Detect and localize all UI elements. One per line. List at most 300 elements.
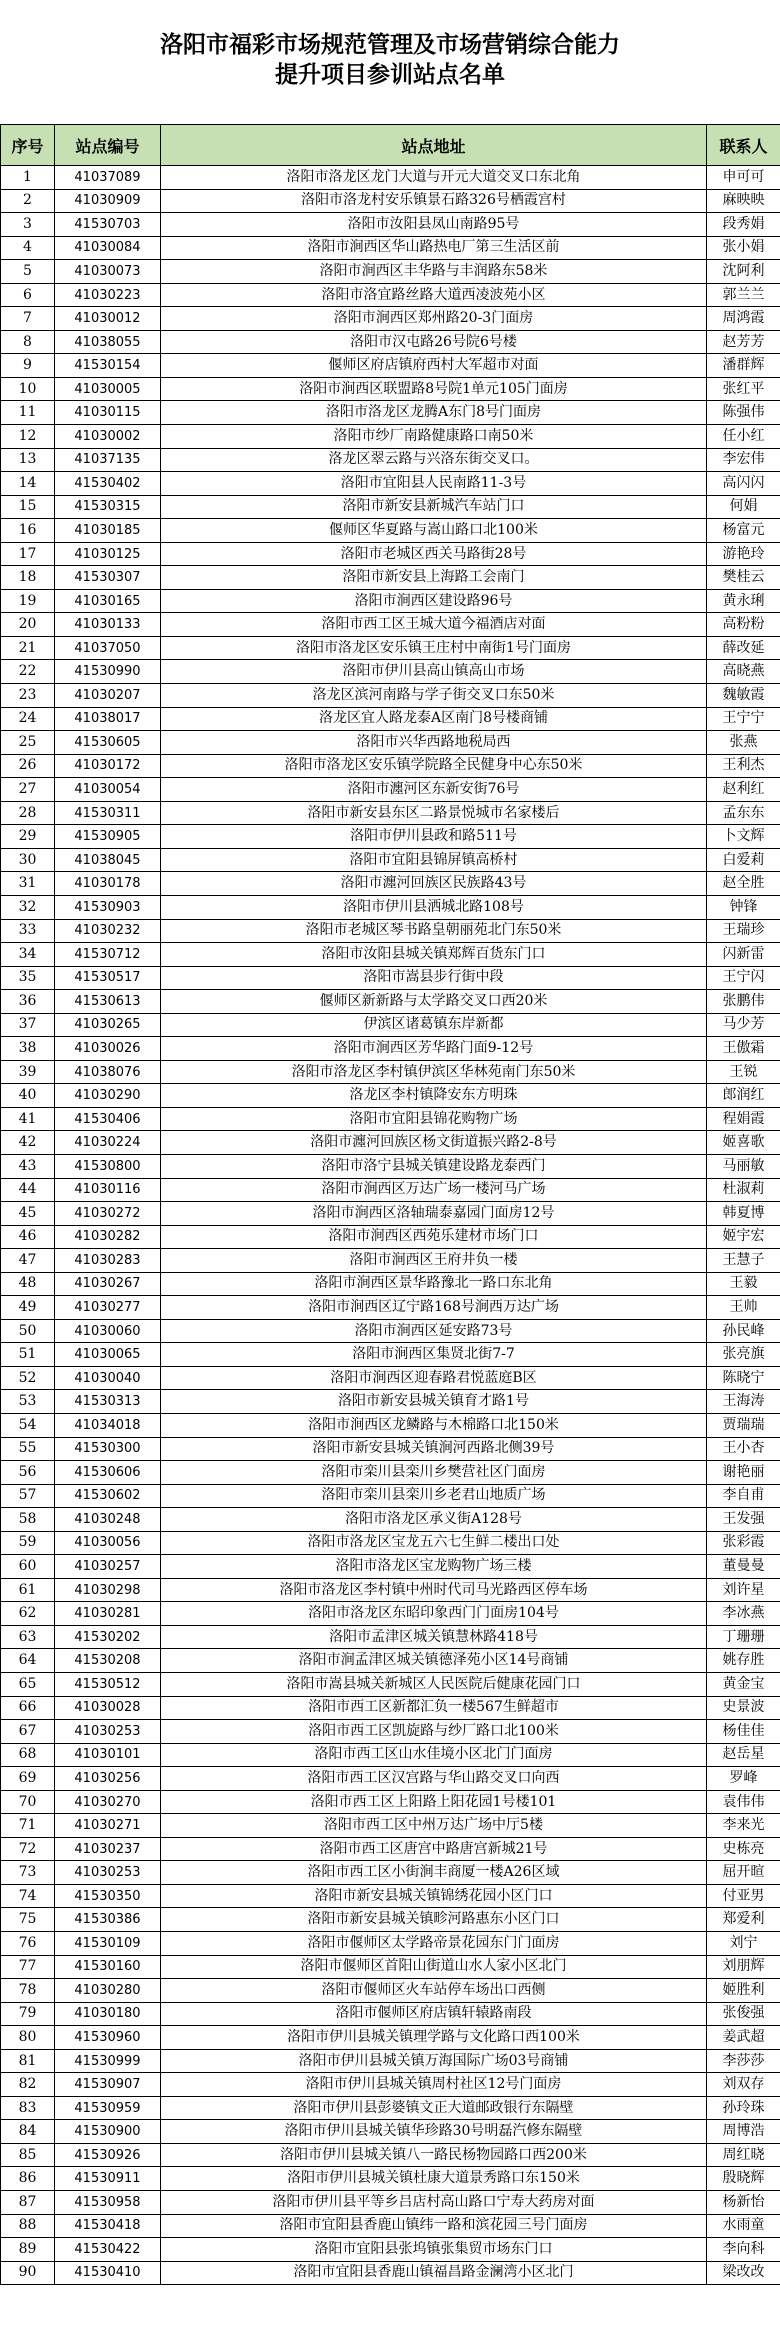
- station-code: 41530313: [55, 1390, 161, 1414]
- station-address: 洛阳市涧西区西苑乐建材市场门口: [161, 1225, 707, 1249]
- table-row: [1, 990, 780, 1014]
- contact-name: 贾瑞瑞: [707, 1413, 780, 1437]
- station-code: 41030207: [55, 684, 161, 708]
- table-row: [1, 401, 780, 425]
- row-number: 15: [1, 495, 55, 519]
- station-code: 41530907: [55, 2073, 161, 2097]
- station-code: 41030270: [55, 1790, 161, 1814]
- station-code: 41030172: [55, 754, 161, 778]
- table-row: [1, 377, 780, 401]
- row-number: 28: [1, 801, 55, 825]
- table-row: [1, 1013, 780, 1037]
- station-code: 41530800: [55, 1154, 161, 1178]
- station-address: 洛阳市兴华西路地税局西: [161, 731, 707, 755]
- station-code: 41530958: [55, 2191, 161, 2215]
- station-address: 洛阳市西工区小街涧丰商厦一楼A26区域: [161, 1861, 707, 1885]
- table-row: [1, 1673, 780, 1697]
- table-row: [1, 1696, 780, 1720]
- station-address: 洛阳市洛龙区李村镇中州时代司马光路西区停车场: [161, 1578, 707, 1602]
- table-row: [1, 1602, 780, 1626]
- table-row: [1, 166, 780, 190]
- row-number: 77: [1, 1955, 55, 1979]
- row-number: 82: [1, 2073, 55, 2097]
- station-address: 洛阳市宜阳县香鹿山镇福昌路金澜湾小区北门: [161, 2261, 707, 2285]
- row-number: 52: [1, 1366, 55, 1390]
- row-number: 84: [1, 2120, 55, 2144]
- table-row: [1, 1743, 780, 1767]
- station-address: 洛阳市西工区凯旋路与纱厂路口北100米: [161, 1720, 707, 1744]
- contact-name: 段秀娟: [707, 213, 780, 237]
- station-code: 41530606: [55, 1461, 161, 1485]
- contact-name: 薛改延: [707, 636, 780, 660]
- station-address: 洛阳市偃师区首阳山街道山水人家小区北门: [161, 1955, 707, 1979]
- row-number: 40: [1, 1084, 55, 1108]
- table-row: [1, 943, 780, 967]
- contact-name: 袁伟伟: [707, 1790, 780, 1814]
- row-number: 24: [1, 707, 55, 731]
- contact-name: 马少芳: [707, 1013, 780, 1037]
- table-row: [1, 801, 780, 825]
- table-row: [1, 1084, 780, 1108]
- station-code: 41038076: [55, 1060, 161, 1084]
- row-number: 80: [1, 2026, 55, 2050]
- station-address: 洛阳市涧西区迎春路君悦蓝庭B区: [161, 1366, 707, 1390]
- table-row: [1, 2143, 780, 2167]
- station-code: 41530109: [55, 1932, 161, 1956]
- row-number: 31: [1, 872, 55, 896]
- contact-name: 王瑞珍: [707, 919, 780, 943]
- station-address: 洛阳市宜阳县香鹿山镇纬一路和滨花园三号门面房: [161, 2214, 707, 2238]
- contact-name: 游艳玲: [707, 542, 780, 566]
- contact-name: 杨新怡: [707, 2191, 780, 2215]
- table-row: [1, 1225, 780, 1249]
- station-code: 41030224: [55, 1131, 161, 1155]
- station-code: 41030180: [55, 2002, 161, 2026]
- table-row: [1, 1437, 780, 1461]
- station-address: 洛阳市西工区汉宫路与华山路交叉口向西: [161, 1767, 707, 1791]
- station-address: 洛阳市嵩县城关新城区人民医院后健康花园门口: [161, 1673, 707, 1697]
- station-address: 洛阳市嵩县步行街中段: [161, 966, 707, 990]
- station-address: 偃师区府店镇府西村大军超市对面: [161, 354, 707, 378]
- contact-name: 任小红: [707, 425, 780, 449]
- station-code: 41030281: [55, 1602, 161, 1626]
- row-number: 47: [1, 1249, 55, 1273]
- row-number: 30: [1, 848, 55, 872]
- contact-name: 周博浩: [707, 2120, 780, 2144]
- table-row: [1, 684, 780, 708]
- table-row: [1, 1202, 780, 1226]
- row-number: 83: [1, 2096, 55, 2120]
- table-row: [1, 2096, 780, 2120]
- station-address: 洛阳市纱厂南路健康路口南50米: [161, 425, 707, 449]
- row-number: 1: [1, 166, 55, 190]
- station-address: 洛阳市宜阳县锦花购物广场: [161, 1107, 707, 1131]
- station-address: 洛阳市涧西区芳华路门面9-12号: [161, 1037, 707, 1061]
- contact-name: 刘双存: [707, 2073, 780, 2097]
- header-code: 站点编号: [55, 125, 161, 166]
- station-address: 洛阳市瀍河回族区民族路43号: [161, 872, 707, 896]
- table-row: [1, 1508, 780, 1532]
- row-number: 74: [1, 1884, 55, 1908]
- contact-name: 水雨童: [707, 2214, 780, 2238]
- row-number: 50: [1, 1319, 55, 1343]
- contact-name: 李莎莎: [707, 2049, 780, 2073]
- station-address: 洛阳市栾川县栾川乡樊营社区门面房: [161, 1461, 707, 1485]
- table-row: [1, 1107, 780, 1131]
- station-code: 41038045: [55, 848, 161, 872]
- table-row: [1, 1272, 780, 1296]
- station-code: 41030290: [55, 1084, 161, 1108]
- station-address: 洛阳市西工区山水佳境小区北门门面房: [161, 1743, 707, 1767]
- row-number: 23: [1, 684, 55, 708]
- station-code: 41530911: [55, 2167, 161, 2191]
- table-row: [1, 1908, 780, 1932]
- row-number: 58: [1, 1508, 55, 1532]
- row-number: 75: [1, 1908, 55, 1932]
- table-row: [1, 189, 780, 213]
- station-code: 41030277: [55, 1296, 161, 1320]
- table-row: [1, 542, 780, 566]
- station-address: 洛阳市洛龙村安乐镇景石路326号栖霞宫村: [161, 189, 707, 213]
- row-number: 6: [1, 283, 55, 307]
- station-code: 41030116: [55, 1178, 161, 1202]
- row-number: 9: [1, 354, 55, 378]
- station-code: 41530386: [55, 1908, 161, 1932]
- row-number: 22: [1, 660, 55, 684]
- row-number: 44: [1, 1178, 55, 1202]
- table-row: [1, 1767, 780, 1791]
- contact-name: 赵利红: [707, 778, 780, 802]
- table-row: [1, 1461, 780, 1485]
- station-code: 41030909: [55, 189, 161, 213]
- table-row: [1, 1861, 780, 1885]
- station-address: 洛阳市涧西区丰华路与丰润路东58米: [161, 260, 707, 284]
- table-row: [1, 1720, 780, 1744]
- station-code: 41030253: [55, 1861, 161, 1885]
- contact-name: 程娟霞: [707, 1107, 780, 1131]
- table-row: [1, 778, 780, 802]
- table-header-row: [1, 125, 780, 166]
- contact-name: 孟东东: [707, 801, 780, 825]
- contact-name: 孙玲珠: [707, 2096, 780, 2120]
- station-address: 洛阳市洛龙区承义街A128号: [161, 1508, 707, 1532]
- table-row: [1, 566, 780, 590]
- station-code: 41030056: [55, 1531, 161, 1555]
- row-number: 85: [1, 2143, 55, 2167]
- station-address: 洛阳市汉屯路26号院6号楼: [161, 330, 707, 354]
- station-address: 洛阳市洛宁县城关镇建设路龙泰西门: [161, 1154, 707, 1178]
- row-number: 16: [1, 519, 55, 543]
- table-row: [1, 307, 780, 331]
- row-number: 4: [1, 236, 55, 260]
- station-code: 41530154: [55, 354, 161, 378]
- row-number: 55: [1, 1437, 55, 1461]
- table-row: [1, 472, 780, 496]
- station-code: 41030232: [55, 919, 161, 943]
- contact-name: 李自甫: [707, 1484, 780, 1508]
- station-address: 洛阳市伊川县城关镇周村社区12号门面房: [161, 2073, 707, 2097]
- contact-name: 王利杰: [707, 754, 780, 778]
- row-number: 8: [1, 330, 55, 354]
- row-number: 27: [1, 778, 55, 802]
- station-address: 洛龙区宜人路龙泰A区南门8号楼商铺: [161, 707, 707, 731]
- contact-name: 王慧子: [707, 1249, 780, 1273]
- contact-name: 郎润红: [707, 1084, 780, 1108]
- table-row: [1, 2120, 780, 2144]
- row-number: 35: [1, 966, 55, 990]
- station-address: 洛阳市伊川县城关镇理学路与文化路口西100米: [161, 2026, 707, 2050]
- row-number: 73: [1, 1861, 55, 1885]
- table-row: [1, 425, 780, 449]
- contact-name: 王毅: [707, 1272, 780, 1296]
- row-number: 57: [1, 1484, 55, 1508]
- contact-name: 刘宁: [707, 1932, 780, 1956]
- station-address: 洛阳市涧西区辽宁路168号涧西万达广场: [161, 1296, 707, 1320]
- station-code: 41530999: [55, 2049, 161, 2073]
- row-number: 25: [1, 731, 55, 755]
- table-row: [1, 2238, 780, 2262]
- station-address: 洛阳市西工区上阳路上阳花园1号楼101: [161, 1790, 707, 1814]
- row-number: 69: [1, 1767, 55, 1791]
- contact-name: 姬胜利: [707, 1979, 780, 2003]
- station-address: 洛龙区滨河南路与学子街交叉口东50米: [161, 684, 707, 708]
- station-code: 41530300: [55, 1437, 161, 1461]
- row-number: 39: [1, 1060, 55, 1084]
- contact-name: 殷晓辉: [707, 2167, 780, 2191]
- table-body: [1, 166, 780, 2285]
- contact-name: 姬喜歌: [707, 1131, 780, 1155]
- row-number: 3: [1, 213, 55, 237]
- row-number: 67: [1, 1720, 55, 1744]
- table-row: [1, 1578, 780, 1602]
- station-code: 41530422: [55, 2238, 161, 2262]
- table-row: [1, 707, 780, 731]
- row-number: 48: [1, 1272, 55, 1296]
- station-address: 洛阳市西工区新都汇负一楼567生鲜超市: [161, 1696, 707, 1720]
- station-address: 洛阳市洛龙区宝龙五六七生鲜二楼出口处: [161, 1531, 707, 1555]
- row-number: 87: [1, 2191, 55, 2215]
- contact-name: 梁改改: [707, 2261, 780, 2285]
- station-address: 洛阳市新安县城关镇锦绣花园小区门口: [161, 1884, 707, 1908]
- station-address: 洛阳市新安县城关镇涧河西路北侧39号: [161, 1437, 707, 1461]
- table-row: [1, 1249, 780, 1273]
- station-code: 41530959: [55, 2096, 161, 2120]
- station-address: 洛阳市洛龙区东昭印象西门门面房104号: [161, 1602, 707, 1626]
- contact-name: 王宁宁: [707, 707, 780, 731]
- contact-name: 赵岳星: [707, 1743, 780, 1767]
- row-number: 14: [1, 472, 55, 496]
- station-code: 41030298: [55, 1578, 161, 1602]
- station-address: 洛阳市伊川县城关镇杜康大道景秀路口东150米: [161, 2167, 707, 2191]
- row-number: 12: [1, 425, 55, 449]
- row-number: 68: [1, 1743, 55, 1767]
- contact-name: 杜淑莉: [707, 1178, 780, 1202]
- station-code: 41030040: [55, 1366, 161, 1390]
- station-address: 洛阳市涧西区联盟路8号院1单元105门面房: [161, 377, 707, 401]
- contact-name: 王发强: [707, 1508, 780, 1532]
- contact-name: 魏敏霞: [707, 684, 780, 708]
- station-address: 洛阳市偃师区火车站停车场出口西侧: [161, 1979, 707, 2003]
- contact-name: 韩夏博: [707, 1202, 780, 1226]
- station-code: 41030280: [55, 1979, 161, 2003]
- table-row: [1, 1955, 780, 1979]
- table-row: [1, 1814, 780, 1838]
- row-number: 20: [1, 613, 55, 637]
- station-code: 41530613: [55, 990, 161, 1014]
- station-address: 洛阳市宜阳县锦屏镇高桥村: [161, 848, 707, 872]
- table-row: [1, 1037, 780, 1061]
- row-number: 56: [1, 1461, 55, 1485]
- station-address: 洛阳市洛宜路丝路大道西凌波苑小区: [161, 283, 707, 307]
- station-address: 洛阳市栾川县栾川乡老君山地质广场: [161, 1484, 707, 1508]
- row-number: 38: [1, 1037, 55, 1061]
- row-number: 64: [1, 1649, 55, 1673]
- station-address: 洛阳市宜阳县张坞镇张集贸市场东门口: [161, 2238, 707, 2262]
- table-row: [1, 1296, 780, 1320]
- station-code: 41030237: [55, 1837, 161, 1861]
- contact-name: 陈强伟: [707, 401, 780, 425]
- contact-name: 付亚男: [707, 1884, 780, 1908]
- contact-name: 潘群辉: [707, 354, 780, 378]
- table-row: [1, 613, 780, 637]
- contact-name: 卜文辉: [707, 825, 780, 849]
- station-code: 41030060: [55, 1319, 161, 1343]
- station-code: 41030054: [55, 778, 161, 802]
- station-code: 41530406: [55, 1107, 161, 1131]
- station-code: 41530926: [55, 2143, 161, 2167]
- row-number: 18: [1, 566, 55, 590]
- contact-name: 杨佳佳: [707, 1720, 780, 1744]
- station-address: 洛阳市涧西区华山路热电厂第三生活区前: [161, 236, 707, 260]
- row-number: 2: [1, 189, 55, 213]
- table-row: [1, 1131, 780, 1155]
- station-code: 41030271: [55, 1814, 161, 1838]
- station-code: 41530402: [55, 472, 161, 496]
- table-row: [1, 1390, 780, 1414]
- table-row: [1, 354, 780, 378]
- station-code: 41530517: [55, 966, 161, 990]
- station-code: 41530703: [55, 213, 161, 237]
- header-address: 站点地址: [161, 125, 707, 166]
- station-address: 洛阳市洛龙区安乐镇王庄村中南街1号门面房: [161, 636, 707, 660]
- station-address: 洛阳市涧西区王府井负一楼: [161, 1249, 707, 1273]
- station-address: 洛阳市老城区西关马路街28号: [161, 542, 707, 566]
- station-address: 偃师区新新路与太学路交叉口西20米: [161, 990, 707, 1014]
- station-address: 洛阳市偃师区太学路帝景花园东门门面房: [161, 1932, 707, 1956]
- contact-name: 张俊强: [707, 2002, 780, 2026]
- station-code: 41530418: [55, 2214, 161, 2238]
- station-code: 41030005: [55, 377, 161, 401]
- station-address: 洛阳市涧孟津区城关镇德泽苑小区14号商铺: [161, 1649, 707, 1673]
- station-address: 洛龙区李村镇降安东方明珠: [161, 1084, 707, 1108]
- station-address: 洛阳市老城区琴书路皇朝丽苑北门东50米: [161, 919, 707, 943]
- row-number: 72: [1, 1837, 55, 1861]
- station-code: 41034018: [55, 1413, 161, 1437]
- row-number: 46: [1, 1225, 55, 1249]
- contact-name: 王锐: [707, 1060, 780, 1084]
- station-address: 洛阳市伊川县政和路511号: [161, 825, 707, 849]
- station-code: 41530311: [55, 801, 161, 825]
- row-number: 13: [1, 448, 55, 472]
- table-row: [1, 1484, 780, 1508]
- station-address: 洛阳市新安县城关镇育才路1号: [161, 1390, 707, 1414]
- station-code: 41030265: [55, 1013, 161, 1037]
- station-address: 洛阳市洛龙区龙门大道与开元大道交叉口东北角: [161, 166, 707, 190]
- row-number: 62: [1, 1602, 55, 1626]
- contact-name: 周鸿霞: [707, 307, 780, 331]
- row-number: 26: [1, 754, 55, 778]
- station-address: 洛阳市涧西区延安路73号: [161, 1319, 707, 1343]
- table-row: [1, 1837, 780, 1861]
- row-number: 41: [1, 1107, 55, 1131]
- table-row: [1, 1790, 780, 1814]
- station-address: 洛阳市涧西区郑州路20-3门面房: [161, 307, 707, 331]
- table-row: [1, 1060, 780, 1084]
- station-code: 41030115: [55, 401, 161, 425]
- station-code: 41037089: [55, 166, 161, 190]
- contact-name: 王傲霜: [707, 1037, 780, 1061]
- contact-name: 黄金宝: [707, 1673, 780, 1697]
- station-code: 41030101: [55, 1743, 161, 1767]
- station-address: 洛阳市宜阳县人民南路11-3号: [161, 472, 707, 496]
- station-code: 41038055: [55, 330, 161, 354]
- contact-name: 郑爱利: [707, 1908, 780, 1932]
- contact-name: 何娟: [707, 495, 780, 519]
- document-title: [0, 0, 780, 96]
- station-address: 洛阳市伊川县城关镇华珍路30号明磊汽修东隔壁: [161, 2120, 707, 2144]
- table-row: [1, 1649, 780, 1673]
- contact-name: 闪新雷: [707, 943, 780, 967]
- contact-name: 张燕: [707, 731, 780, 755]
- station-code: 41030084: [55, 236, 161, 260]
- contact-name: 申可可: [707, 166, 780, 190]
- row-number: 65: [1, 1673, 55, 1697]
- row-number: 10: [1, 377, 55, 401]
- table-row: [1, 872, 780, 896]
- station-code: 41030267: [55, 1272, 161, 1296]
- table-row: [1, 1625, 780, 1649]
- station-code: 41530602: [55, 1484, 161, 1508]
- station-code: 41030165: [55, 589, 161, 613]
- station-code: 41030178: [55, 872, 161, 896]
- station-code: 41530605: [55, 731, 161, 755]
- station-code: 41030133: [55, 613, 161, 637]
- station-address: 洛阳市洛龙区李村镇伊滨区华林苑南门东50米: [161, 1060, 707, 1084]
- table-row: [1, 895, 780, 919]
- contact-name: 李宏伟: [707, 448, 780, 472]
- station-code: 41530350: [55, 1884, 161, 1908]
- station-address: 洛阳市汝阳县城关镇郑辉百货东门口: [161, 943, 707, 967]
- row-number: 89: [1, 2238, 55, 2262]
- station-address: 伊滨区诸葛镇东岸新都: [161, 1013, 707, 1037]
- station-code: 41030026: [55, 1037, 161, 1061]
- table-row: [1, 1932, 780, 1956]
- station-code: 41530315: [55, 495, 161, 519]
- contact-name: 罗峰: [707, 1767, 780, 1791]
- table-row: [1, 213, 780, 237]
- table-row: [1, 2026, 780, 2050]
- table-row: [1, 236, 780, 260]
- station-address: 洛阳市涧西区洛轴瑞泰嘉园门面房12号: [161, 1202, 707, 1226]
- table-row: [1, 283, 780, 307]
- contact-name: 赵全胜: [707, 872, 780, 896]
- station-address: 洛阳市新安县上海路工会南门: [161, 566, 707, 590]
- row-number: 59: [1, 1531, 55, 1555]
- station-code: 41030283: [55, 1249, 161, 1273]
- contact-name: 张亮旗: [707, 1343, 780, 1367]
- table-row: [1, 1413, 780, 1437]
- station-address: 洛阳市伊川县洒城北路108号: [161, 895, 707, 919]
